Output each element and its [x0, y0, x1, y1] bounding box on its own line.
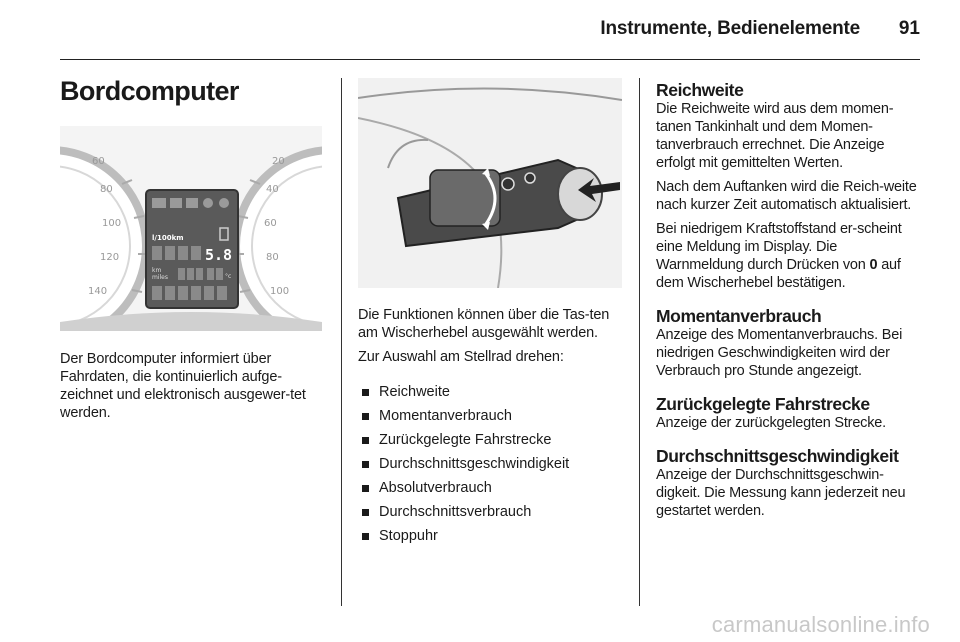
- section-momentanverbrauch: Momentanverbrauch Anzeige des Momentanverbrauchs. Bei niedrigen Geschwindigkeiten wird der Verbrauch pro Stunde angezeigt.: [656, 306, 922, 380]
- display-unit-temp: °c: [225, 273, 232, 280]
- bullet-icon: [362, 437, 369, 444]
- list-item: Absolutverbrauch: [358, 476, 628, 500]
- list-item: Reichweite: [358, 380, 628, 404]
- gauge-left-tick: 80: [100, 184, 113, 195]
- heading-durchschnittsgeschwindigkeit: Durchschnittsgeschwindigkeit: [656, 446, 899, 466]
- gauge-right-tick: 20: [272, 156, 285, 167]
- heading-reichweite: Reichweite: [656, 80, 744, 100]
- right-column: [656, 80, 922, 534]
- heading-fahrstrecke: Zurückgelegte Fahrstrecke: [656, 394, 870, 414]
- left-paragraph: Der Bordcomputer informiert über Fahrdaten, die kontinuierlich aufge-zeichnet und elektronisch ausgewer-tet werden.: [60, 351, 306, 421]
- gauge-right-tick: 80: [266, 252, 279, 263]
- key-zero-icon: 0: [869, 257, 878, 273]
- list-item: Momentanverbrauch: [358, 404, 628, 428]
- heading-momentanverbrauch: Momentanverbrauch: [656, 306, 822, 326]
- gauge-right-tick: 40: [266, 184, 279, 195]
- section-reichweite: Reichweite Die Reichweite wird aus dem momen-tanen Tankinhalt und dem Momen-tanverbrauch errechnet. Die Anzeige erfolgt mit gemittelten Werten. Nach dem Auftanken wird die Reich-weite nach kurzer Zeit automatisch aktualisiert. Bei niedrigem Kraftstoffstand er-scheint eine Meldung im Display. Die Warnmeldung durch Drücken von 0 auf dem Wischerhebel bestätigen.: [656, 80, 922, 292]
- page-header-title: Instrumente, Bedienelemente: [600, 18, 860, 39]
- section-fahrstrecke: Zurückgelegte Fahrstrecke Anzeige der zurückgelegten Strecke.: [656, 394, 922, 432]
- gauge-left-tick: 140: [88, 286, 108, 297]
- gauge-left-tick: 60: [92, 156, 105, 167]
- function-list: [358, 380, 628, 548]
- bullet-icon: [362, 533, 369, 540]
- middle-select-label: Zur Auswahl am Stellrad drehen:: [358, 349, 564, 365]
- section-durchschnittsgeschwindigkeit: Durchschnittsgeschwindigkeit Anzeige der Durchschnittsgeschwin-digkeit. Die Messung kann jederzeit neu gestartet werden.: [656, 446, 922, 520]
- column-divider-1: [341, 78, 342, 606]
- header-rule: [60, 59, 920, 60]
- column-divider-2: [639, 78, 640, 606]
- bullet-icon: [362, 509, 369, 516]
- middle-text: [358, 306, 628, 366]
- page-number: 91: [898, 18, 920, 39]
- display-unit-miles: miles: [152, 274, 168, 281]
- list-item: Durchschnittsverbrauch: [358, 500, 628, 524]
- display-unit-label: l/100km: [152, 234, 184, 242]
- gauge-left-tick: 100: [102, 218, 122, 229]
- list-item: Stoppuhr: [358, 524, 628, 548]
- instrument-cluster-illustration: [60, 126, 322, 331]
- section-title: Bordcomputer: [60, 76, 239, 106]
- watermark-text: carmanualsonline.info: [711, 612, 930, 637]
- display-value: 5.8: [205, 246, 233, 264]
- bullet-icon: [362, 461, 369, 468]
- middle-intro: Die Funktionen können über die Tas-ten am Wischerhebel ausgewählt werden.: [358, 307, 610, 341]
- gauge-left-tick: 120: [100, 252, 120, 263]
- instrument-cluster-figure: [60, 126, 322, 331]
- gauge-right-tick: 100: [270, 286, 290, 297]
- list-item: Zurückgelegte Fahrstrecke: [358, 428, 628, 452]
- display-unit-km: km: [152, 267, 162, 274]
- bullet-icon: [362, 413, 369, 420]
- bullet-icon: [362, 389, 369, 396]
- list-item: Durchschnittsgeschwindigkeit: [358, 452, 628, 476]
- wiper-lever-illustration: [358, 78, 622, 288]
- bullet-icon: [362, 485, 369, 492]
- board-computer-display: [146, 190, 238, 308]
- wiper-lever-figure: [358, 78, 622, 288]
- gauge-right-tick: 60: [264, 218, 277, 229]
